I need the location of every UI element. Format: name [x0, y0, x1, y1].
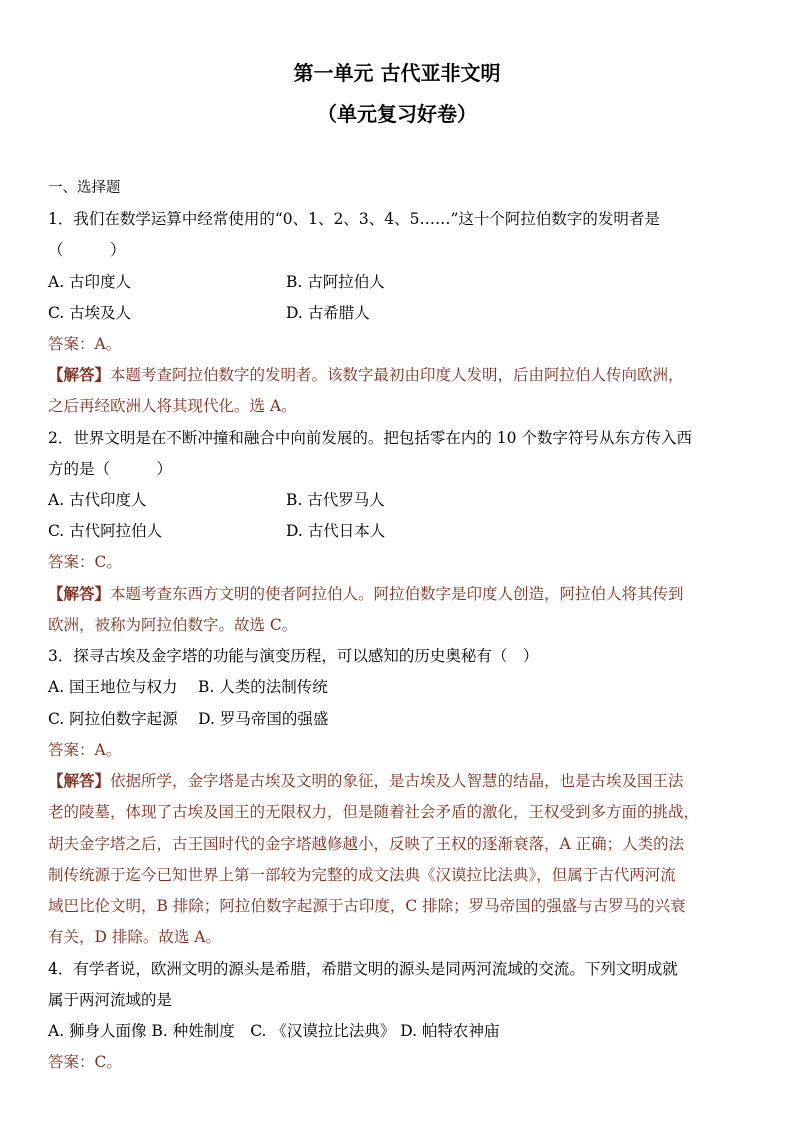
q3-explanation-line6: 有关，D 排除。故选 A。 — [48, 928, 221, 946]
q1-explanation-text: 本题考查阿拉伯数字的发明者。该数字最初由印度人发明，后由阿拉伯人传向欧洲， — [110, 366, 684, 384]
q2-option-c: C. 古代阿拉伯人 — [48, 522, 163, 540]
q2-stem: 2．世界文明是在不断冲撞和融合中向前发展的。把包括零在内的 10 个数字符号从东方传入西 — [48, 429, 692, 447]
q3-explanation-line3: 胡夫金字塔之后，古王国时代的金字塔越修越小，反映了王权的逐渐衰落，A 正确；人类的法 — [48, 835, 685, 853]
q3-explanation-tag: 【解答】 — [48, 771, 111, 790]
q2-explanation-tag: 【解答】 — [48, 584, 111, 603]
q3-stem: 3．探寻古埃及金字塔的功能与演变历程，可以感知的历史奥秘有（ ） — [48, 647, 539, 665]
q2-explanation-line2: 欧洲，被称为阿拉伯数字。故选 C。 — [48, 616, 298, 634]
q3-explanation-line5: 域巴比伦文明，B 排除；阿拉伯数字起源于古印度，C 排除；罗马帝国的强盛与古罗马的兴衰 — [48, 897, 686, 915]
q2-option-d: D. 古代日本人 — [286, 522, 386, 540]
q3-explanation-line2: 老的陵墓，体现了古埃及国王的无限权力，但是随着社会矛盾的激化，王权受到多方面的挑战， — [48, 803, 700, 821]
q1-option-a: A. 古印度人 — [48, 273, 132, 291]
q4-answer: 答案：C。 — [48, 1053, 122, 1071]
q1-option-d: D. 古希腊人 — [286, 304, 370, 322]
page-title: 第一单元 古代亚非文明 — [293, 61, 501, 85]
q1-option-b: B. 古阿拉伯人 — [286, 273, 385, 291]
q3-answer: 答案：A。 — [48, 741, 122, 759]
q1-answer: 答案：A。 — [48, 335, 122, 353]
q4-options: A. 狮身人面像 B. 种姓制度 C. 《汉谟拉比法典》 D. 帕特农神庙 — [48, 1022, 500, 1040]
q2-stem-line2: 方的是（ ） — [48, 460, 173, 478]
section-heading: 一、选择题 — [48, 180, 121, 196]
q1-explanation-tag: 【解答】 — [48, 365, 111, 384]
q2-explanation-line1 — [48, 584, 684, 604]
q1-explanation-line1 — [48, 365, 684, 385]
q1-stem: 1．我们在数学运算中经常使用的“0、1、2、3、4、5……”这十个阿拉伯数字的发明者是 — [48, 210, 660, 228]
q3-options-row2: C. 阿拉伯数字起源 D. 罗马帝国的强盛 — [48, 710, 329, 728]
q3-explanation-line4: 制传统源于迄今已知世界上第一部较为完整的成文法典《汉谟拉比法典》，但属于古代两河流 — [48, 866, 676, 884]
q2-option-a: A. 古代印度人 — [48, 491, 147, 509]
q1-option-c: C. 古埃及人 — [48, 304, 132, 322]
q4-stem-line2: 属于两河流域的是 — [48, 991, 173, 1009]
q2-option-b: B. 古代罗马人 — [286, 491, 385, 509]
q2-explanation-text: 本题考查东西方文明的使者阿拉伯人。阿拉伯数字是印度人创造，阿拉伯人将其传到 — [110, 585, 684, 603]
q1-explanation-line2: 之后再经欧洲人将其现代化。选 A。 — [48, 397, 297, 415]
q1-stem-blank: （ ） — [48, 241, 126, 259]
q3-explanation-line1 — [48, 771, 684, 791]
q3-options-row1: A. 国王地位与权力 B. 人类的法制传统 — [48, 678, 328, 696]
q2-answer: 答案：C。 — [48, 553, 122, 571]
page-subtitle: （单元复习好卷） — [317, 102, 477, 126]
q4-stem: 4．有学者说，欧洲文明的源头是希腊，希腊文明的源头是同两河流域的交流。下列文明成就 — [48, 960, 678, 978]
q3-explanation-text: 依据所学，金字塔是古埃及文明的象征，是古埃及人智慧的结晶，也是古埃及国王法 — [110, 772, 684, 790]
